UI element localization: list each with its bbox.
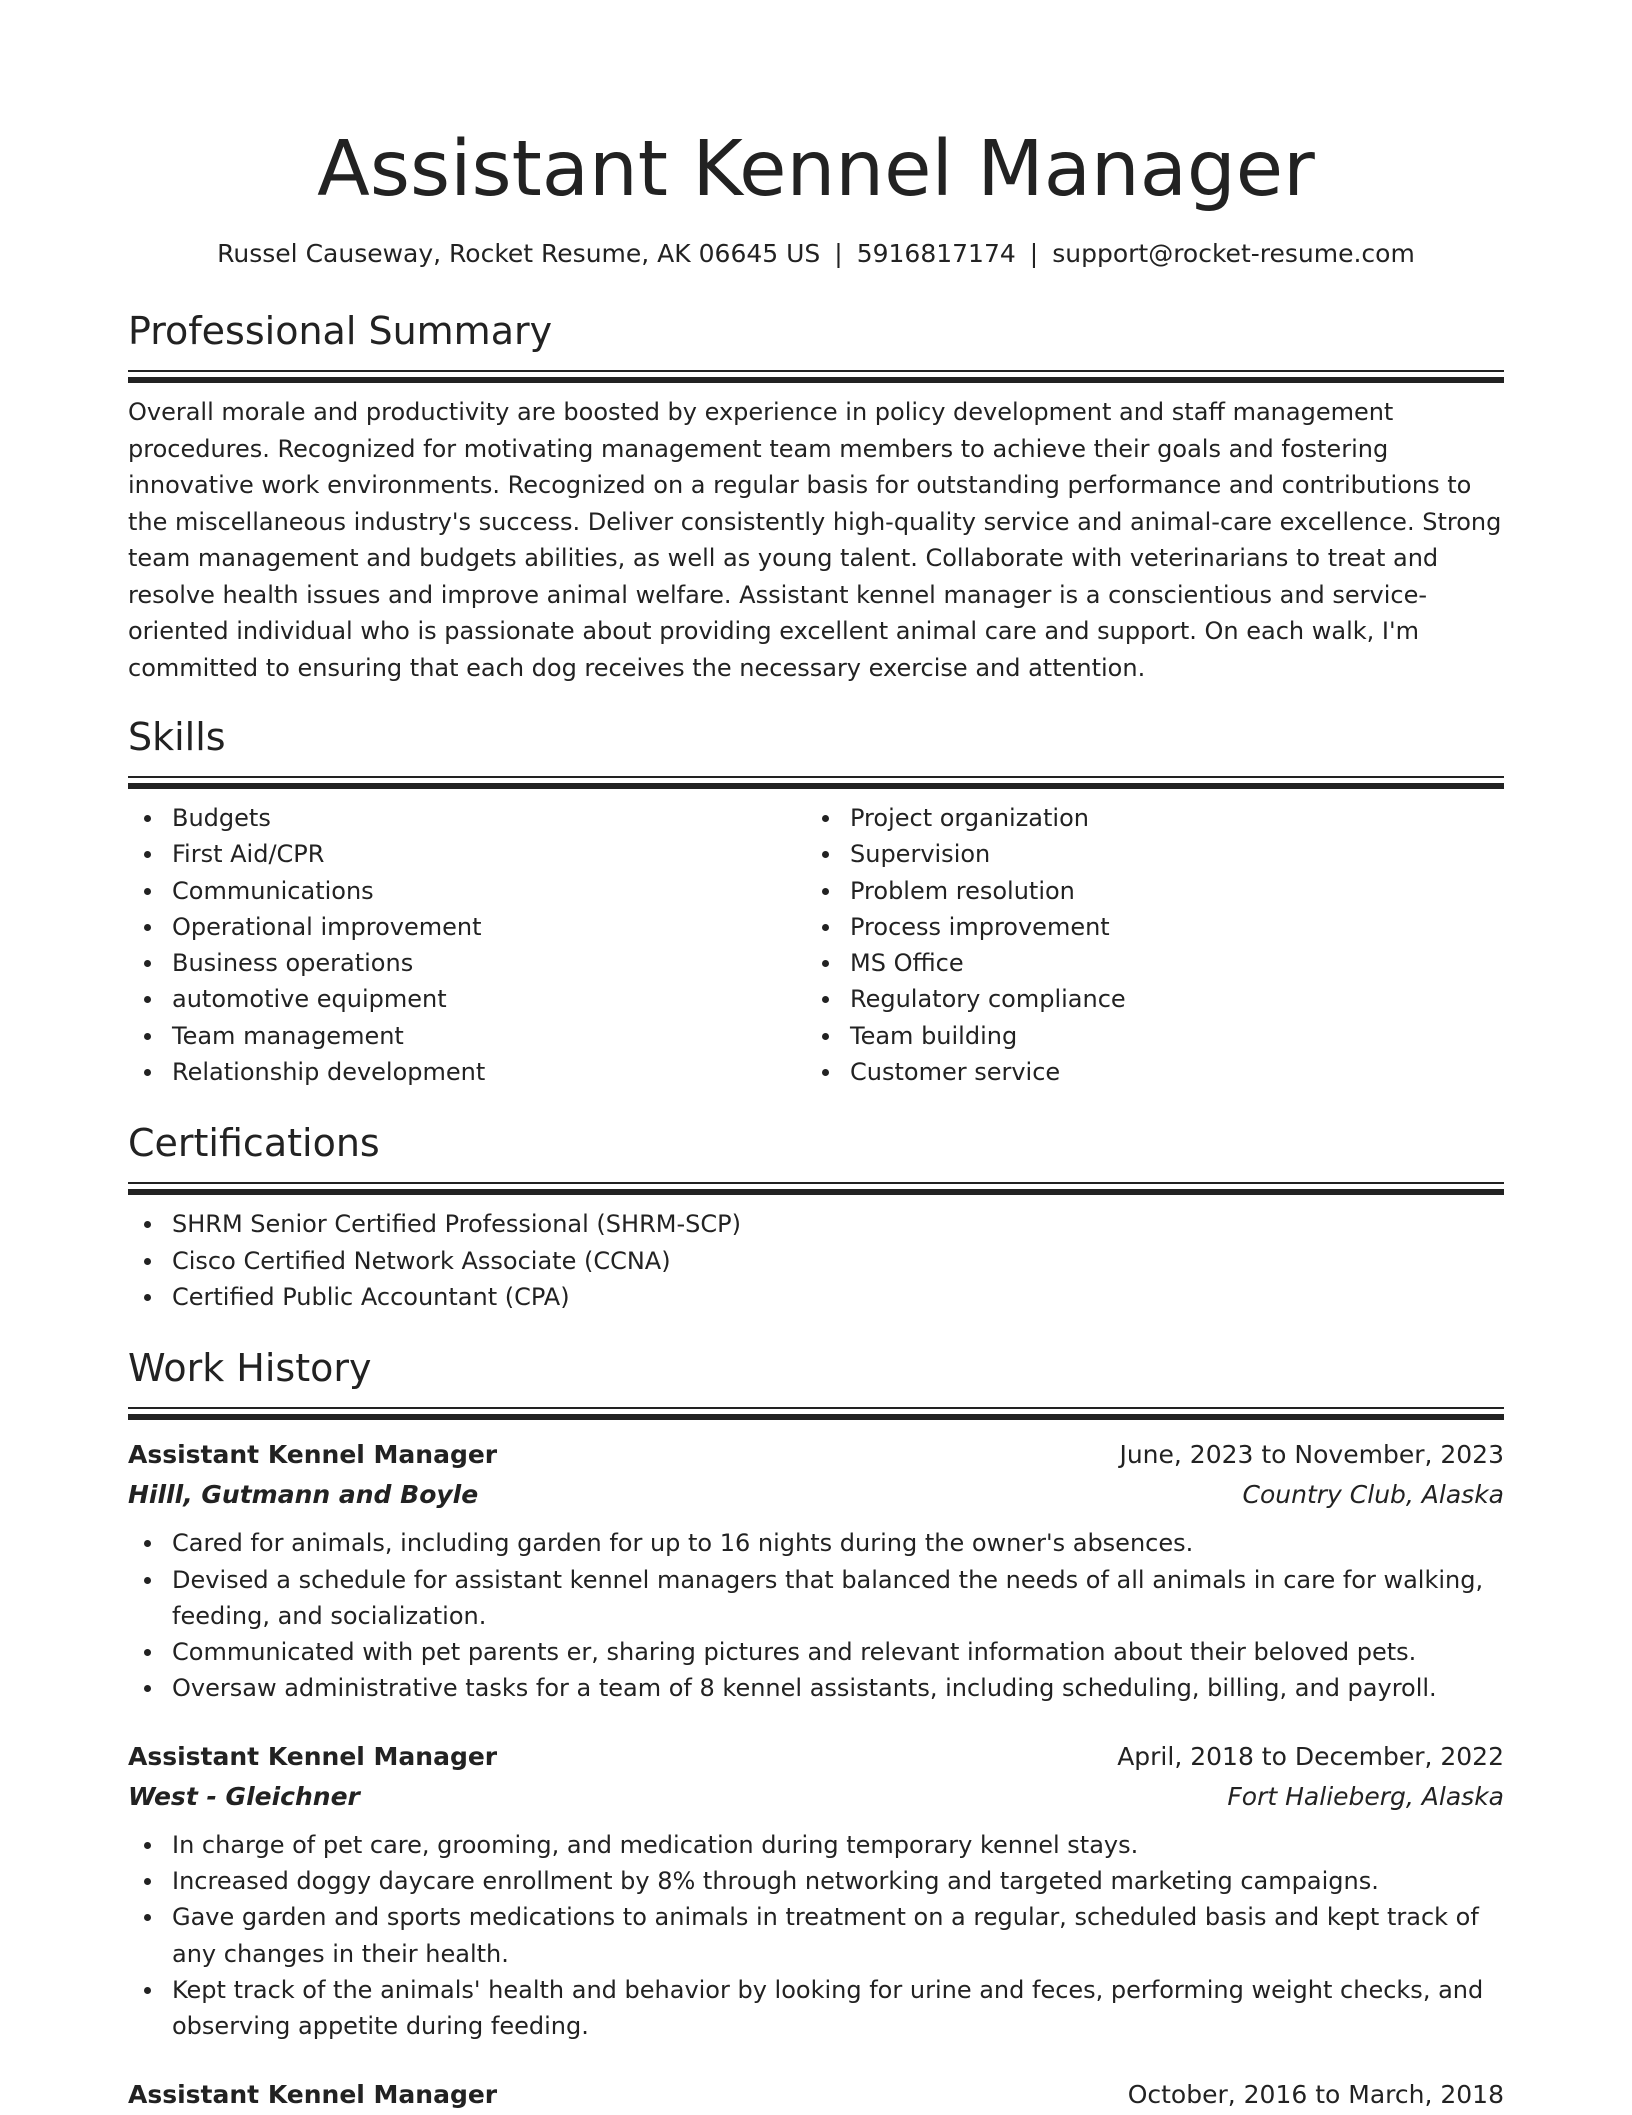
summary-section: [128, 306, 1504, 686]
certification-item: Certified Public Accountant (CPA): [128, 1279, 1504, 1315]
job-dates: April, 2018 to December, 2022: [1117, 1741, 1504, 1771]
skill-item: Process improvement: [806, 909, 1484, 945]
section-heading: Skills: [128, 715, 226, 759]
job-entry: [128, 1737, 1504, 2045]
section-heading: Professional Summary: [128, 309, 553, 353]
job-location: Country Club, Alaska: [1242, 1480, 1504, 1510]
job-header: [128, 1737, 1504, 1777]
skills-list-left: [128, 800, 806, 1090]
skill-item: Communications: [128, 873, 806, 909]
section-divider: [128, 776, 1504, 790]
job-bullet: Oversaw administrative tasks for a team of 8 kennel assistants, including scheduling, billing, and payroll.: [128, 1670, 1504, 1706]
section-heading: Certifications: [128, 1121, 380, 1166]
summary-text: Overall morale and productivity are boosted by experience in policy development and staff management procedures. Recognized for motivating management team members to achieve their goals and fostering innovative work environments. Recognized on a regular basis for outstanding performance and contributions to the miscellaneous industry's success. Deliver consistently high-quality service and animal-care excellence. Strong team management and budgets abilities, as well as young talent. Collaborate with veterinarians to treat and resolve health issues and improve animal welfare. Assistant kennel manager is a conscientious and service-oriented individual who is passionate about providing excellent animal care and support. On each walk, I'm committed to ensuring that each dog receives the necessary exercise and attention.: [128, 398, 1502, 682]
job-bullet: Gave garden and sports medications to animals in treatment on a regular, scheduled basis and kept track of any changes in their health.: [128, 1899, 1504, 1972]
certifications-section: [128, 1118, 1504, 1315]
skill-item: Relationship development: [128, 1054, 806, 1090]
contact-line: [128, 236, 1504, 272]
contact-email: support@rocket-resume.com: [1052, 239, 1415, 268]
job-bullet: Communicated with pet parents er, sharing pictures and relevant information about their beloved pets.: [128, 1634, 1504, 1670]
contact-separator: |: [1029, 239, 1039, 268]
skill-item: Operational improvement: [128, 909, 806, 945]
certification-item: Cisco Certified Network Associate (CCNA): [128, 1243, 1504, 1279]
job-entry: [128, 2075, 1504, 2115]
skill-item: Team management: [128, 1018, 806, 1054]
skill-item: First Aid/CPR: [128, 836, 806, 872]
skill-item: automotive equipment: [128, 981, 806, 1017]
section-heading: Work History: [128, 1346, 372, 1391]
skills-list-right: [806, 800, 1484, 1090]
job-bullets: [128, 1525, 1504, 1706]
job-dates: October, 2016 to March, 2018: [1127, 2079, 1504, 2109]
job-company: West - Gleichner: [128, 1781, 360, 1811]
job-title: Assistant Kennel Manager: [128, 1440, 498, 1470]
skill-item: Business operations: [128, 945, 806, 981]
section-divider: [128, 1182, 1504, 1196]
job-subheader: [128, 1475, 1504, 1515]
skill-item: Regulatory compliance: [806, 981, 1484, 1017]
section-divider: [128, 1407, 1504, 1421]
job-location: Fort Halieberg, Alaska: [1227, 1781, 1504, 1811]
job-header: [128, 1435, 1504, 1475]
resume-title: Assistant Kennel Manager: [317, 125, 1315, 214]
skill-item: MS Office: [806, 945, 1484, 981]
section-divider: [128, 370, 1504, 384]
job-subheader: [128, 1777, 1504, 1817]
contact-address: Russel Causeway, Rocket Resume, AK 06645 US: [217, 239, 821, 268]
certification-item: SHRM Senior Certified Professional (SHRM-SCP): [128, 1206, 1504, 1242]
skills-section: [128, 712, 1504, 1090]
skill-item: Problem resolution: [806, 873, 1484, 909]
skill-item: Team building: [806, 1018, 1484, 1054]
contact-separator: |: [834, 239, 843, 268]
job-entry: [128, 1435, 1504, 1706]
job-title: Assistant Kennel Manager: [128, 1741, 498, 1771]
skill-item: Project organization: [806, 800, 1484, 836]
job-bullet: Devised a schedule for assistant kennel managers that balanced the needs of all animals in care for walking, feeding, and socialization.: [128, 1562, 1504, 1635]
skill-item: Customer service: [806, 1054, 1484, 1090]
skill-item: Budgets: [128, 800, 806, 836]
work-history-section: [128, 1343, 1504, 2114]
job-company: Hilll, Gutmann and Boyle: [128, 1480, 479, 1510]
job-header: [128, 2075, 1504, 2115]
certifications-list: [128, 1206, 1504, 1315]
job-bullet: In charge of pet care, grooming, and medication during temporary kennel stays.: [128, 1827, 1504, 1863]
job-bullets: [128, 1827, 1504, 2045]
contact-phone: 5916817174: [856, 239, 1016, 268]
job-dates: June, 2023 to November, 2023: [1119, 1440, 1504, 1470]
resume-page: [128, 0, 1504, 2115]
skills-columns: [128, 800, 1504, 1090]
skill-item: Supervision: [806, 836, 1484, 872]
job-bullet: Kept track of the animals' health and behavior by looking for urine and feces, performing weight checks, and observing appetite during feeding.: [128, 1972, 1504, 2045]
job-bullet: Cared for animals, including garden for up to 16 nights during the owner's absences.: [128, 1525, 1504, 1561]
job-title: Assistant Kennel Manager: [128, 2079, 498, 2109]
job-bullet: Increased doggy daycare enrollment by 8% through networking and targeted marketing campaigns.: [128, 1863, 1504, 1899]
